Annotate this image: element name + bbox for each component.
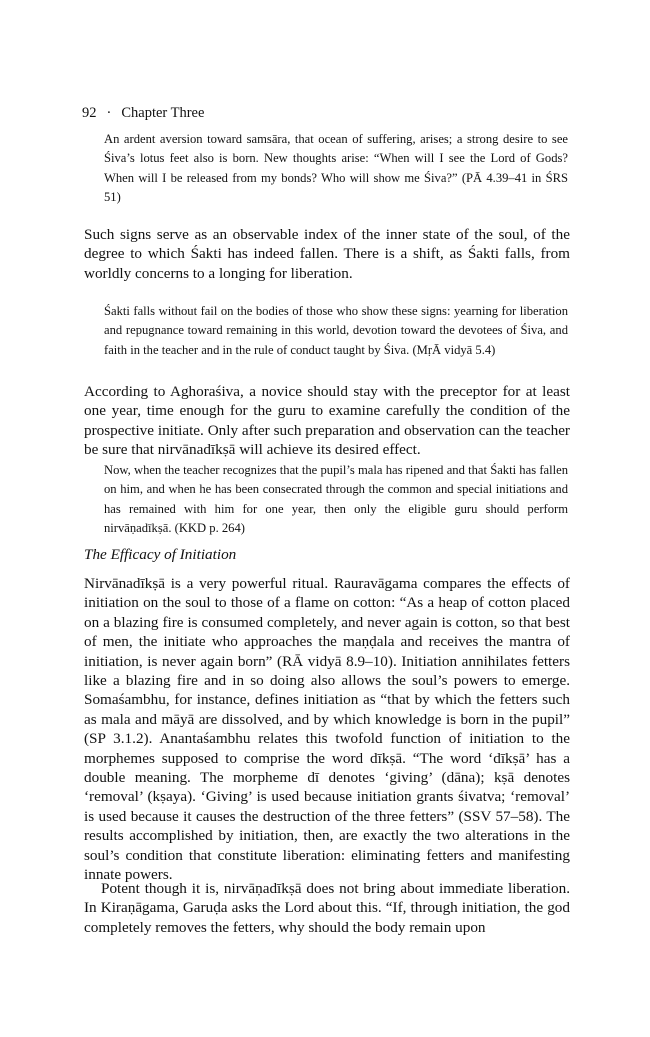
section-heading: The Efficacy of Initiation bbox=[84, 546, 237, 563]
body-paragraph-3: Nirvānadīkṣā is a very powerful ritual. Rauravāgama compares the effects of initiation on the soul to those of a flame on cotton: “As a heap of cotton placed on a blazing fire is consumed completely, and never again is cotton, so that best of men, the initiate who approaches the maṇḍala and receives the mantra of initiation, is never again born” (RĀ vidyā 8.9–10). Initiation annihilates fetters like a blazing fire and in so doing also allows the soul’s powers to emerge. Somaśambhu, for instance, defines initiation as “that by which the fetters such as mala and māyā are dissolved, and by which knowledge is born in the pupil” (SP 3.1.2). Anantaśambhu relates this twofold function of initiation to the morphemes supposed to comprise the word dīkṣā. “The word ‘dīkṣā’ has a double meaning. The morpheme dī denotes ‘giving’ (dāna); kṣā denotes ‘removal’ (kṣaya). ‘Giving’ is used because initiation grants śivatva; ‘removal’ is used because it causes the destruction of the three fetters” (SSV 57–58). The results accomplished by initiation, then, are exactly the two alterations in the soul’s condition that constitute liberation: eliminating fetters and manifesting innate powers. bbox=[84, 575, 570, 884]
block-quote-3: Now, when the teacher recognizes that the pupil’s mala has ripened and that Śakti has fallen on him, and when he has been consecrated through the common and special initiations and has remained with him for one year, then only the eligible guru should perform nirvāṇadīkṣā. (KKD p. 264) bbox=[104, 463, 568, 536]
chapter-title: Chapter Three bbox=[121, 105, 205, 121]
page-number: 92 bbox=[82, 105, 97, 121]
header-separator: · bbox=[106, 105, 112, 121]
body-paragraph-2: According to Aghoraśiva, a novice should stay with the preceptor for at least one year, time enough for the guru to examine carefully the condition of the prospective initiate. Only after such preparation and observation can the teacher be sure that nirvānadīkṣā will achieve its desired effect. bbox=[84, 383, 570, 459]
body-paragraph-4: Potent though it is, nirvāṇadīkṣā does not bring about immediate liberation. In Kiraṇāgama, Garuḍa asks the Lord about this. “If, through initiation, the god completely removes the fetters, why should the body remain upon bbox=[84, 880, 570, 936]
body-paragraph-1: Such signs serve as an observable index of the inner state of the soul, of the degree to which Śakti has indeed fallen. There is a shift, as Śakti falls, from worldly concerns to a longing for liberation. bbox=[84, 226, 570, 282]
block-quote-1: An ardent aversion toward samsāra, that ocean of suffering, arises; a strong desire to see Śiva’s lotus feet also is born. New thoughts arise: “When will I see the Lord of Gods? When will I be released from my bonds? Who will show me Śiva?” (PĀ 4.39–41 in ŚRS 51) bbox=[104, 132, 568, 205]
running-head bbox=[82, 104, 204, 122]
block-quote-2: Śakti falls without fail on the bodies of those who show these signs: yearning for liberation and repugnance toward remaining in this world, devotion toward the devotees of Śiva, and faith in the teacher and in the rule of conduct taught by Śiva. (MṛĀ vidyā 5.4) bbox=[104, 304, 568, 357]
